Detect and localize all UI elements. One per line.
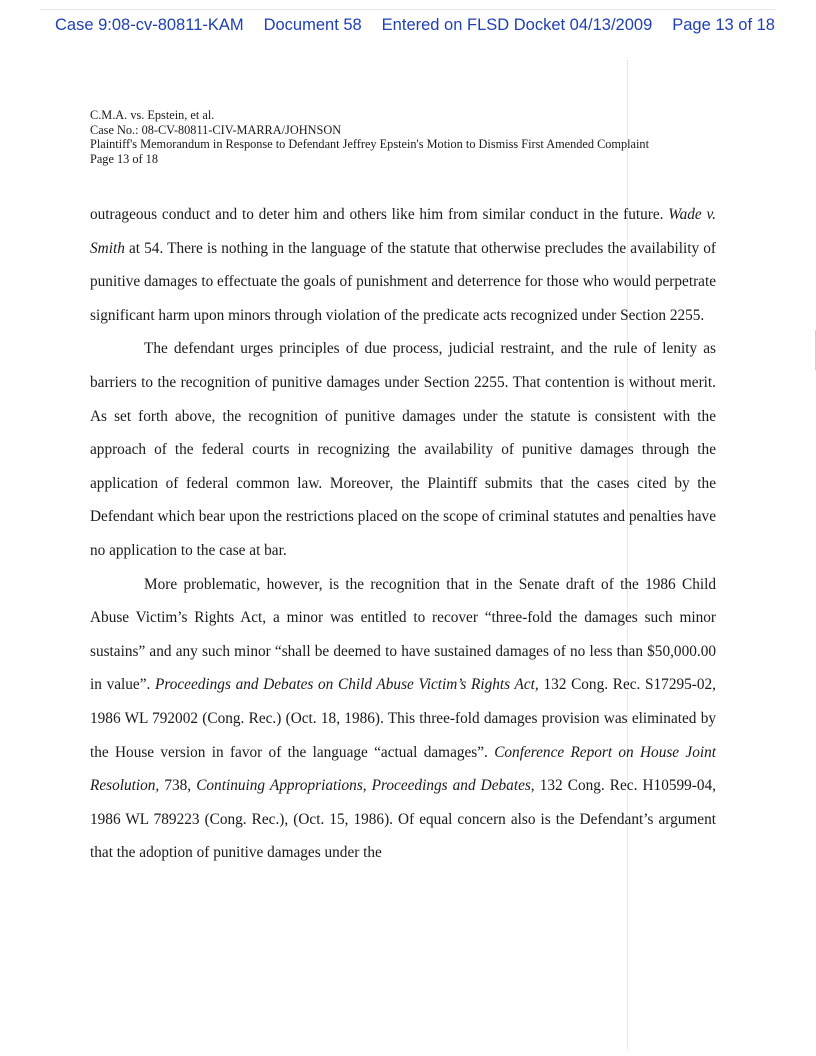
caption-document-title: Plaintiff's Memorandum in Response to Defendant Jeffrey Epstein's Motion to Dismiss First Amended Complaint [90, 137, 649, 151]
page-top-border [40, 9, 775, 10]
caption-parties: C.M.A. vs. Epstein, et al. [90, 108, 215, 122]
stamp-case-number: Case 9:08-cv-80811-KAM [55, 16, 244, 34]
paragraph-due-process: The defendant urges principles of due process, judicial restraint, and the rule of lenity as barriers to the recognition of punitive damages under Section 2255. That contention is without merit. As set forth above, the recognition of punitive damages under the statute is consistent with the approach of the federal courts in recognizing the availability of punitive damages through the application of federal common law. Moreover, the Plaintiff submits that the cases cited by the Defendant which bear upon the restrictions placed on the scope of criminal statutes and penalties have no application to the case at bar. [90, 340, 716, 559]
stamp-docket-entry: Entered on FLSD Docket 04/13/2009 [381, 16, 653, 34]
case-citation: Wade v. Smith [90, 206, 716, 257]
ecf-header-stamp [55, 16, 775, 35]
caption-page-number: Page 13 of 18 [90, 151, 158, 166]
stamp-document-number: Document 58 [263, 16, 362, 34]
memorandum-body [90, 198, 716, 870]
document-caption [90, 108, 770, 166]
paragraph-senate-draft: More problematic, however, is the recognition that in the Senate draft of the 1986 Child Abuse Victim’s Rights Act, a minor was entitled to recover “three-fold the damages such minor sustains” and any such minor “shall be deemed to have sustained damages of no less than $50,000.00 in value”. Proceedings and Debates on Child Abuse Victim’s Rights Act, 132 Cong. Rec. S17295-02, 1986 WL 792002 (Cong. Rec.) (Oct. 18, 1986). This three-fold damages provision was eliminated by the House version in favor of the language “actual damages”. Conference Report on House Joint Resolution, 738, Continuing Appropriations, Proceedings and Debates, 132 Cong. Rec. H10599-04, 1986 WL 789223 (Cong. Rec.), (Oct. 15, 1986). Of equal concern also is the Defendant’s argument that the adoption of punitive damages under the [90, 575, 716, 862]
stamp-page-number: Page 13 of 18 [672, 16, 775, 34]
citation-conference-report: Conference Report on House Joint Resolution, [90, 743, 716, 795]
paragraph-continuation: outrageous conduct and to deter him and others like him from similar conduct in the future. Wade v. Smith at 54. There is nothing in the language of the statute that otherwise precludes the availability of punitive damages to effectuate the goals of punishment and deterrence for those who would perpetrate significant harm upon minors through violation of the predicate acts recognized under Section 2255. [90, 206, 716, 324]
citation-continuing-appropriations: Continuing Appropriations, Proceedings and Debates, [196, 777, 535, 795]
citation-proceedings: Proceedings and Debates on Child Abuse Victim’s Rights Act, [155, 676, 539, 694]
caption-case-number: Case No.: 08-CV-80811-CIV-MARRA/JOHNSON [90, 122, 342, 137]
scan-edge-mark [811, 330, 816, 370]
